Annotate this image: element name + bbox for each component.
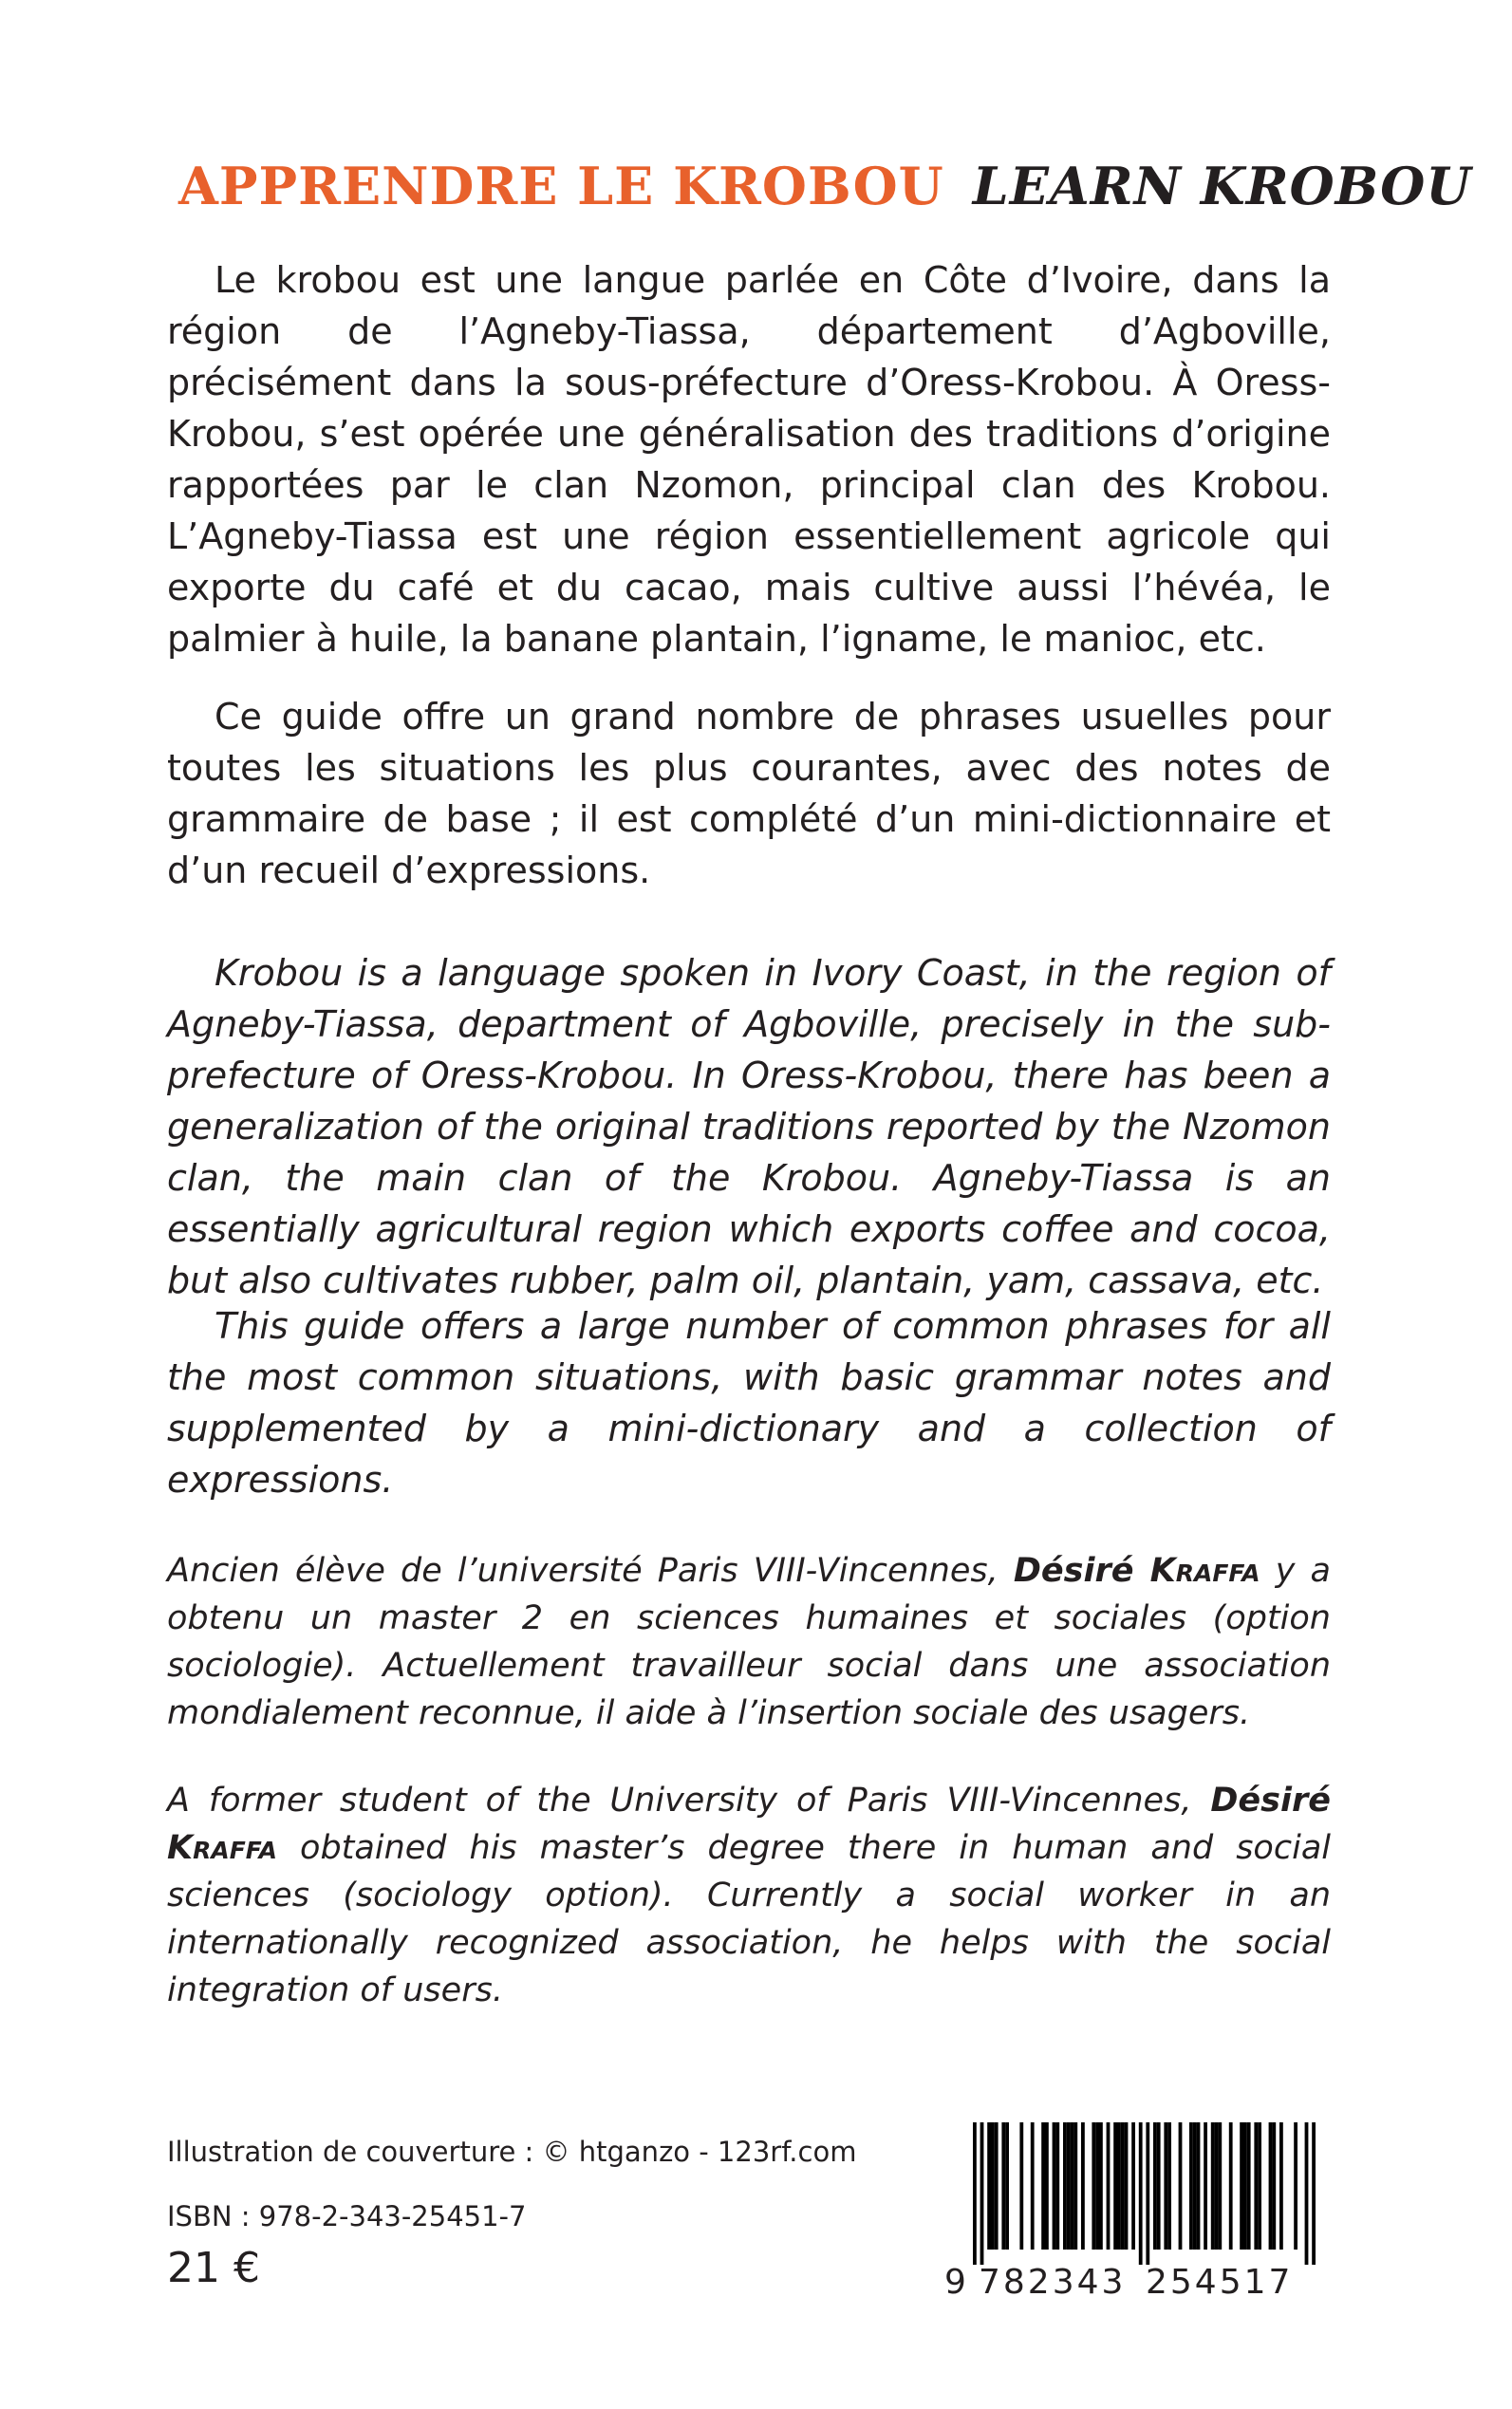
- barcode-bar: [1204, 2122, 1207, 2250]
- barcode-bar: [1189, 2122, 1193, 2250]
- barcode-bar: [1055, 2122, 1059, 2250]
- barcode-bar: [1197, 2122, 1201, 2250]
- author-name: [1014, 1552, 1260, 1590]
- barcode-bar: [980, 2122, 984, 2265]
- barcode-bar: [1031, 2122, 1035, 2250]
- title-french: APPRENDRE LE KROBOU: [178, 156, 944, 217]
- barcode-bar: [995, 2122, 999, 2250]
- barcode-bar: [1164, 2122, 1167, 2250]
- barcode-bar: [1193, 2122, 1197, 2250]
- author-last-name: Kraffa: [167, 1829, 278, 1867]
- barcode-bar: [1081, 2122, 1085, 2250]
- barcode-bar: [1179, 2122, 1183, 2250]
- barcode-bar: [1157, 2122, 1161, 2250]
- bio-french-rest: y a obtenu un master 2 en sciences humaines et sociales (option sociologie). Actuellement travailleur social dans une association mondialement reconnue, il aide à l’insertion sociale des usagers.: [167, 1552, 1331, 1732]
- barcode-bar: [1125, 2122, 1129, 2250]
- cover-title: [178, 148, 1472, 224]
- barcode-first-digit: 9: [944, 2263, 966, 2302]
- price-label: 21 €: [167, 2244, 260, 2292]
- barcode-bar: [991, 2122, 995, 2250]
- barcode-bar: [987, 2122, 991, 2250]
- barcode-bar: [1041, 2122, 1045, 2250]
- barcode-bars: [944, 2122, 1324, 2265]
- barcode-bar: [1167, 2122, 1171, 2250]
- title-english: LEARN KROBOU: [972, 156, 1472, 217]
- barcode-bar: [1107, 2122, 1111, 2250]
- french-guide-paragraph: Ce guide offre un grand nombre de phrases usuelles pour toutes les situations les plus courantes, avec des notes de grammaire de base ; il est complété d’un mini-dictionnaire et d’un recueil d’expressions.: [167, 696, 1331, 891]
- author-bio-english: [167, 1777, 1331, 2014]
- isbn-label: ISBN : 978-2-343-25451-7: [167, 2200, 527, 2232]
- author-first-name: Désiré: [1013, 1552, 1134, 1590]
- barcode-bar: [1279, 2122, 1283, 2250]
- barcode-right-digits: 254517: [1146, 2263, 1294, 2302]
- barcode-bar: [1247, 2122, 1251, 2250]
- barcode-bar: [1019, 2122, 1023, 2250]
- barcode-bar: [1312, 2122, 1316, 2265]
- barcode-bar: [1121, 2122, 1125, 2250]
- author-last-name: Kraffa: [1149, 1552, 1260, 1590]
- barcode-bar: [1053, 2122, 1056, 2250]
- barcode-bar: [1099, 2122, 1103, 2250]
- author-first-name: Désiré: [1210, 1782, 1331, 1820]
- author-bio-french: [167, 1547, 1331, 1737]
- barcode-bar: [1258, 2122, 1261, 2250]
- barcode-bar: [1153, 2122, 1157, 2250]
- bio-french-intro: Ancien élève de l’université Paris VIII-Vincennes,: [167, 1552, 999, 1590]
- barcode-bar: [1272, 2122, 1276, 2250]
- barcode-bar: [1131, 2122, 1135, 2250]
- barcode-bar: [1092, 2122, 1095, 2250]
- barcode-bar: [1211, 2122, 1215, 2250]
- english-guide-paragraph: This guide offers a large number of common phrases for all the most common situations, with basic grammar notes and supplemented by a mini-dictionary and a collection of expressions.: [167, 1305, 1331, 1501]
- barcode-bar: [1005, 2122, 1009, 2250]
- barcode-bar: [1117, 2122, 1121, 2250]
- barcode-bar: [1067, 2122, 1071, 2250]
- barcode-bar: [1001, 2122, 1005, 2250]
- cover-illustration-credit: Illustration de couverture : © htganzo - 123rf.com: [167, 2136, 857, 2168]
- french-description-paragraph: Le krobou est une langue parlée en Côte d’Ivoire, dans la région de l’Agneby-Tiassa, département d’Agboville, précisément dans la sous-préfecture d’Oress-Krobou. À Oress-Krobou, s’est opérée une généralisation des traditions d’origine rapportées par le clan Nzomon, principal clan des Krobou. L’Agneby-Tiassa est une région essentiellement agricole qui exporte du café et du cacao, mais cultive aussi l’hévéa, le palmier à huile, la banane plantain, l’igname, le manioc, etc.: [167, 259, 1331, 660]
- isbn-barcode: [944, 2122, 1324, 2303]
- bio-english-rest: obtained his master’s degree there in human and social sciences (sociology option). Currently a social worker in an internationally recognized association, he helps with the social integration of users.: [167, 1829, 1331, 2009]
- barcode-bar: [1229, 2122, 1233, 2250]
- barcode-bar: [1113, 2122, 1117, 2250]
- barcode-digits: [944, 2261, 1324, 2305]
- barcode-bar: [1045, 2122, 1049, 2250]
- barcode-bar: [1063, 2122, 1067, 2250]
- barcode-bar: [1240, 2122, 1243, 2250]
- barcode-bar: [1294, 2122, 1297, 2250]
- barcode-bar: [1305, 2122, 1309, 2265]
- barcode-bar: [1243, 2122, 1247, 2250]
- barcode-bar: [973, 2122, 977, 2265]
- english-description-paragraph: Krobou is a language spoken in Ivory Coast, in the region of Agneby-Tiassa, department of Agboville, precisely in the sub-prefecture of Oress-Krobou. In Oress-Krobou, there has been a generalization of the original traditions reported by the Nzomon clan, the main clan of the Krobou. Agneby-Tiassa is an essentially agricultural region which exports coffee and cocoa, but also cultivates rubber, palm oil, plantain, yam, cassava, etc.: [167, 952, 1331, 1301]
- barcode-bar: [1218, 2122, 1222, 2250]
- barcode-bar: [1071, 2122, 1074, 2250]
- barcode-bar: [1073, 2122, 1077, 2250]
- barcode-bar: [1095, 2122, 1099, 2250]
- barcode-bar: [1269, 2122, 1273, 2250]
- barcode-bar: [1215, 2122, 1219, 2250]
- barcode-bar: [1254, 2122, 1258, 2250]
- bio-english-intro: A former student of the University of Paris VIII-Vincennes,: [167, 1782, 1192, 1820]
- barcode-bar: [1146, 2122, 1149, 2265]
- barcode-bar: [1139, 2122, 1143, 2265]
- barcode-left-digits: 782343: [979, 2263, 1127, 2302]
